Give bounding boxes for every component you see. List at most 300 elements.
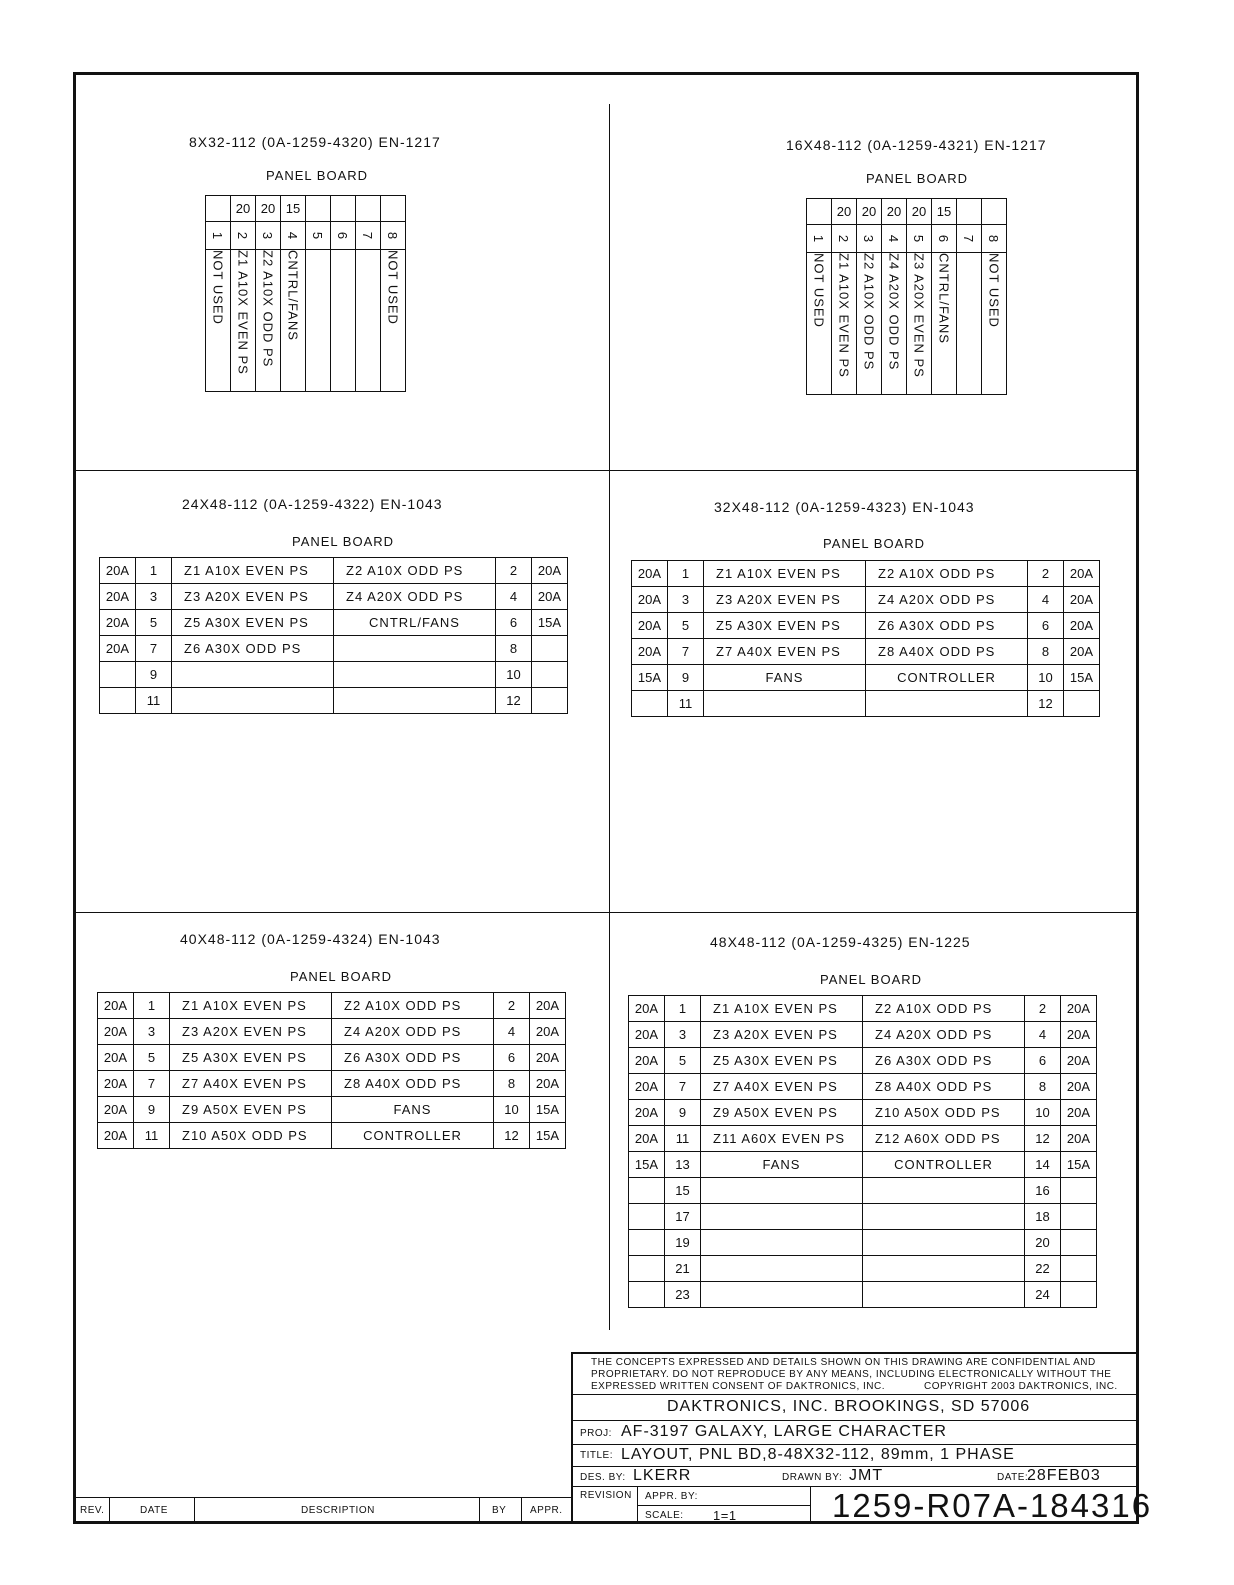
circuit-number-cell bbox=[807, 225, 832, 253]
left-load: Z10 A50X ODD PS bbox=[170, 1123, 332, 1149]
circuit-label: Z1 A10X EVEN PS bbox=[235, 250, 251, 375]
right-amp bbox=[1061, 1204, 1097, 1230]
circuit-label-cell bbox=[957, 253, 982, 395]
panel-6-board bbox=[628, 995, 1097, 1308]
right-load: CNTRL/FANS bbox=[334, 610, 496, 636]
right-load: Z8 A40X ODD PS bbox=[332, 1071, 494, 1097]
circuit-number: 5 bbox=[310, 231, 326, 240]
circuit-label-cell bbox=[381, 250, 406, 392]
panel-4-subtitle: PANEL BOARD bbox=[823, 536, 926, 551]
left-amp: 20A bbox=[629, 996, 665, 1022]
circuit-row bbox=[98, 993, 566, 1019]
left-circuit: 1 bbox=[665, 996, 701, 1022]
left-load bbox=[701, 1282, 863, 1308]
right-load: Z10 A50X ODD PS bbox=[863, 1100, 1025, 1126]
rev-header: REV. bbox=[80, 1505, 105, 1516]
circuit-number-cell bbox=[932, 225, 957, 253]
circuit-row bbox=[629, 1282, 1097, 1308]
left-load: Z6 A30X ODD PS bbox=[172, 636, 334, 662]
rev-vline-4 bbox=[521, 1497, 522, 1524]
right-amp bbox=[532, 688, 568, 714]
circuit-label-cell bbox=[807, 253, 832, 395]
left-load: Z5 A30X EVEN PS bbox=[172, 610, 334, 636]
right-load: CONTROLLER bbox=[863, 1152, 1025, 1178]
circuit-label-cell bbox=[331, 250, 356, 392]
right-amp: 15A bbox=[1061, 1152, 1097, 1178]
circuit-row bbox=[632, 587, 1100, 613]
panel-5-title: 40X48-112 (0A-1259-4324) EN-1043 bbox=[180, 931, 441, 947]
right-amp bbox=[1061, 1178, 1097, 1204]
left-amp: 20A bbox=[98, 1071, 134, 1097]
right-amp: 20A bbox=[532, 584, 568, 610]
right-circuit: 6 bbox=[1028, 613, 1064, 639]
circuit-label-cell bbox=[982, 253, 1007, 395]
right-load bbox=[863, 1178, 1025, 1204]
left-load: Z3 A20X EVEN PS bbox=[172, 584, 334, 610]
left-amp: 20A bbox=[98, 1123, 134, 1149]
right-amp: 20A bbox=[1064, 561, 1100, 587]
left-circuit: 3 bbox=[134, 1019, 170, 1045]
right-circuit: 8 bbox=[1025, 1074, 1061, 1100]
right-load: Z2 A10X ODD PS bbox=[334, 558, 496, 584]
right-amp bbox=[532, 636, 568, 662]
panel-3-subtitle: PANEL BOARD bbox=[292, 534, 395, 549]
left-circuit: 9 bbox=[136, 662, 172, 688]
proj-value: AF-3197 GALAXY, LARGE CHARACTER bbox=[621, 1423, 947, 1440]
panel-5-board bbox=[97, 992, 566, 1149]
circuit-number-cell bbox=[857, 225, 882, 253]
left-load: Z7 A40X EVEN PS bbox=[704, 639, 866, 665]
left-load: Z9 A50X EVEN PS bbox=[701, 1100, 863, 1126]
left-circuit: 3 bbox=[665, 1022, 701, 1048]
right-amp: 20A bbox=[1061, 1126, 1097, 1152]
left-amp: 20A bbox=[98, 993, 134, 1019]
panel-2-title: 16X48-112 (0A-1259-4321) EN-1217 bbox=[786, 137, 1047, 153]
right-circuit: 8 bbox=[1028, 639, 1064, 665]
right-circuit: 14 bbox=[1025, 1152, 1061, 1178]
left-amp: 20A bbox=[629, 1022, 665, 1048]
left-load: Z7 A40X EVEN PS bbox=[701, 1074, 863, 1100]
circuit-row bbox=[632, 561, 1100, 587]
circuit-label-cell bbox=[256, 250, 281, 392]
right-amp: 20A bbox=[1064, 587, 1100, 613]
circuit-number: 1 bbox=[811, 234, 827, 243]
breaker-rating: 20 bbox=[256, 196, 281, 222]
circuit-label: NOT USED bbox=[986, 253, 1002, 328]
circuit-row bbox=[98, 1097, 566, 1123]
left-circuit: 5 bbox=[668, 613, 704, 639]
appr-label: APPR. BY: bbox=[645, 1491, 698, 1502]
circuit-number: 4 bbox=[886, 234, 902, 243]
circuit-row bbox=[100, 558, 568, 584]
right-circuit: 6 bbox=[1025, 1048, 1061, 1074]
breaker-rating: 15 bbox=[281, 196, 306, 222]
left-amp bbox=[629, 1178, 665, 1204]
circuit-row bbox=[629, 1178, 1097, 1204]
left-amp bbox=[629, 1282, 665, 1308]
right-circuit: 12 bbox=[1028, 691, 1064, 717]
right-circuit: 10 bbox=[1028, 665, 1064, 691]
right-circuit: 10 bbox=[1025, 1100, 1061, 1126]
right-amp bbox=[1061, 1230, 1097, 1256]
right-amp bbox=[1064, 691, 1100, 717]
left-circuit: 7 bbox=[136, 636, 172, 662]
circuit-row bbox=[629, 1100, 1097, 1126]
left-load bbox=[172, 688, 334, 714]
circuit-row bbox=[100, 636, 568, 662]
circuit-row bbox=[98, 1071, 566, 1097]
left-amp: 20A bbox=[100, 584, 136, 610]
notice-line-3: EXPRESSED WRITTEN CONSENT OF DAKTRONICS, INC. bbox=[591, 1381, 886, 1392]
circuit-number-cell bbox=[356, 222, 381, 250]
right-load bbox=[334, 662, 496, 688]
circuit-number-cell bbox=[306, 222, 331, 250]
left-circuit: 1 bbox=[668, 561, 704, 587]
appr-header: APPR. bbox=[530, 1505, 563, 1516]
circuit-number-cell bbox=[381, 222, 406, 250]
right-amp: 20A bbox=[1061, 996, 1097, 1022]
left-load: Z3 A20X EVEN PS bbox=[170, 1019, 332, 1045]
right-circuit: 4 bbox=[496, 584, 532, 610]
right-amp bbox=[1061, 1282, 1097, 1308]
circuit-number-cell bbox=[907, 225, 932, 253]
circuit-label-cell bbox=[356, 250, 381, 392]
circuit-number-cell bbox=[206, 222, 231, 250]
circuit-number-cell bbox=[882, 225, 907, 253]
left-circuit: 1 bbox=[134, 993, 170, 1019]
left-circuit: 9 bbox=[668, 665, 704, 691]
des-value: LKERR bbox=[633, 1467, 692, 1484]
circuit-label-cell bbox=[231, 250, 256, 392]
breaker-rating: 20 bbox=[907, 199, 932, 225]
left-amp: 20A bbox=[100, 636, 136, 662]
circuit-row bbox=[629, 1126, 1097, 1152]
right-circuit: 12 bbox=[1025, 1126, 1061, 1152]
circuit-number: 8 bbox=[986, 234, 1002, 243]
left-load bbox=[704, 691, 866, 717]
circuit-row bbox=[100, 662, 568, 688]
rev-line bbox=[73, 1497, 571, 1498]
circuit-number-cell bbox=[331, 222, 356, 250]
drawing-number: 1259-R07A-184316 bbox=[832, 1487, 1153, 1524]
left-circuit: 5 bbox=[136, 610, 172, 636]
left-load bbox=[701, 1230, 863, 1256]
circuit-row bbox=[629, 996, 1097, 1022]
left-amp bbox=[100, 688, 136, 714]
circuit-number: 3 bbox=[861, 234, 877, 243]
revision-label: REVISION bbox=[580, 1490, 632, 1501]
right-amp: 20A bbox=[532, 558, 568, 584]
right-amp: 20A bbox=[1064, 639, 1100, 665]
circuit-number: 6 bbox=[936, 234, 952, 243]
circuit-label: NOT USED bbox=[385, 250, 401, 325]
right-load bbox=[863, 1204, 1025, 1230]
des-label: DES. BY: bbox=[580, 1472, 626, 1483]
right-circuit: 6 bbox=[494, 1045, 530, 1071]
panel-1-board bbox=[205, 195, 406, 392]
right-circuit: 12 bbox=[494, 1123, 530, 1149]
circuit-row bbox=[629, 1074, 1097, 1100]
right-amp: 20A bbox=[530, 1019, 566, 1045]
left-amp: 20A bbox=[100, 610, 136, 636]
rev-vline-5 bbox=[571, 1497, 572, 1524]
breaker-rating: 15 bbox=[932, 199, 957, 225]
right-load: Z8 A40X ODD PS bbox=[863, 1074, 1025, 1100]
panel-6-title: 48X48-112 (0A-1259-4325) EN-1225 bbox=[710, 934, 971, 950]
left-circuit: 13 bbox=[665, 1152, 701, 1178]
circuit-label-cell bbox=[907, 253, 932, 395]
proj-label: PROJ: bbox=[580, 1428, 612, 1439]
left-circuit: 5 bbox=[134, 1045, 170, 1071]
panel-4-board bbox=[631, 560, 1100, 717]
notice-line-1: THE CONCEPTS EXPRESSED AND DETAILS SHOWN ON THIS DRAWING ARE CONFIDENTIAL AND bbox=[591, 1357, 1096, 1368]
circuit-number-cell bbox=[281, 222, 306, 250]
circuit-row bbox=[98, 1045, 566, 1071]
left-amp: 15A bbox=[632, 665, 668, 691]
right-circuit: 8 bbox=[496, 636, 532, 662]
left-load bbox=[701, 1204, 863, 1230]
left-circuit: 15 bbox=[665, 1178, 701, 1204]
right-load: Z6 A30X ODD PS bbox=[332, 1045, 494, 1071]
breaker-rating bbox=[331, 196, 356, 222]
left-load: Z1 A10X EVEN PS bbox=[701, 996, 863, 1022]
circuit-row bbox=[100, 688, 568, 714]
left-load: Z7 A40X EVEN PS bbox=[170, 1071, 332, 1097]
right-load: CONTROLLER bbox=[866, 665, 1028, 691]
left-load: Z3 A20X EVEN PS bbox=[701, 1022, 863, 1048]
circuit-number: 6 bbox=[335, 231, 351, 240]
right-circuit: 10 bbox=[496, 662, 532, 688]
panel-3-board bbox=[99, 557, 568, 714]
circuit-number: 5 bbox=[911, 234, 927, 243]
right-load: Z4 A20X ODD PS bbox=[866, 587, 1028, 613]
left-load: Z3 A20X EVEN PS bbox=[704, 587, 866, 613]
center-divider bbox=[609, 104, 610, 1330]
panel-6-subtitle: PANEL BOARD bbox=[820, 972, 923, 987]
circuit-row bbox=[629, 1256, 1097, 1282]
breaker-rating bbox=[957, 199, 982, 225]
breaker-rating bbox=[982, 199, 1007, 225]
right-amp: 15A bbox=[532, 610, 568, 636]
left-load: Z1 A10X EVEN PS bbox=[172, 558, 334, 584]
panel-4-title: 32X48-112 (0A-1259-4323) EN-1043 bbox=[714, 499, 975, 515]
right-amp: 20A bbox=[530, 1071, 566, 1097]
circuit-label-cell bbox=[306, 250, 331, 392]
right-circuit: 2 bbox=[496, 558, 532, 584]
left-amp bbox=[629, 1204, 665, 1230]
left-circuit: 19 bbox=[665, 1230, 701, 1256]
left-load bbox=[701, 1178, 863, 1204]
left-circuit: 21 bbox=[665, 1256, 701, 1282]
circuit-label: Z3 A20X EVEN PS bbox=[911, 253, 927, 378]
right-amp: 20A bbox=[530, 1045, 566, 1071]
breaker-rating bbox=[356, 196, 381, 222]
rev-vline-2 bbox=[194, 1497, 195, 1524]
circuit-number: 7 bbox=[961, 234, 977, 243]
drawn-value: JMT bbox=[849, 1467, 884, 1484]
left-load: FANS bbox=[701, 1152, 863, 1178]
right-amp bbox=[1061, 1256, 1097, 1282]
company-name: DAKTRONICS, INC. BROOKINGS, SD 57006 bbox=[667, 1398, 1031, 1415]
left-amp: 20A bbox=[98, 1045, 134, 1071]
breaker-rating: 20 bbox=[882, 199, 907, 225]
circuit-label: CNTRL/FANS bbox=[936, 253, 952, 344]
tb-line-2 bbox=[571, 1420, 1138, 1421]
right-load: Z2 A10X ODD PS bbox=[863, 996, 1025, 1022]
right-load: Z8 A40X ODD PS bbox=[866, 639, 1028, 665]
right-circuit: 2 bbox=[1025, 996, 1061, 1022]
panel-1-subtitle: PANEL BOARD bbox=[266, 168, 369, 183]
left-circuit: 7 bbox=[668, 639, 704, 665]
left-circuit: 5 bbox=[665, 1048, 701, 1074]
circuit-row bbox=[629, 1152, 1097, 1178]
copyright: COPYRIGHT 2003 DAKTRONICS, INC. bbox=[924, 1381, 1118, 1392]
right-amp: 20A bbox=[530, 993, 566, 1019]
circuit-label: CNTRL/FANS bbox=[285, 250, 301, 341]
circuit-row bbox=[632, 639, 1100, 665]
circuit-row bbox=[100, 610, 568, 636]
tb-vline-2 bbox=[810, 1486, 811, 1524]
left-amp: 20A bbox=[629, 1048, 665, 1074]
circuit-number-cell bbox=[231, 222, 256, 250]
circuit-number: 4 bbox=[285, 231, 301, 240]
left-circuit: 1 bbox=[136, 558, 172, 584]
rev-vline-3 bbox=[479, 1497, 480, 1524]
right-circuit: 20 bbox=[1025, 1230, 1061, 1256]
circuit-label: NOT USED bbox=[210, 250, 226, 325]
left-circuit: 9 bbox=[134, 1097, 170, 1123]
circuit-label-cell bbox=[882, 253, 907, 395]
date-value: 28FEB03 bbox=[1027, 1467, 1101, 1484]
circuit-number: 2 bbox=[836, 234, 852, 243]
by-header: BY bbox=[492, 1505, 507, 1516]
right-circuit: 12 bbox=[496, 688, 532, 714]
description-header: DESCRIPTION bbox=[301, 1505, 375, 1516]
right-amp: 20A bbox=[1061, 1048, 1097, 1074]
left-circuit: 11 bbox=[665, 1126, 701, 1152]
rev-vline-1 bbox=[109, 1497, 110, 1524]
left-circuit: 11 bbox=[136, 688, 172, 714]
right-amp: 20A bbox=[1064, 613, 1100, 639]
right-load: Z4 A20X ODD PS bbox=[863, 1022, 1025, 1048]
right-amp: 15A bbox=[1064, 665, 1100, 691]
right-circuit: 22 bbox=[1025, 1256, 1061, 1282]
left-amp: 20A bbox=[629, 1100, 665, 1126]
left-circuit: 11 bbox=[134, 1123, 170, 1149]
left-circuit: 3 bbox=[668, 587, 704, 613]
right-load: Z6 A30X ODD PS bbox=[863, 1048, 1025, 1074]
right-circuit: 18 bbox=[1025, 1204, 1061, 1230]
panel-5-subtitle: PANEL BOARD bbox=[290, 969, 393, 984]
left-circuit: 7 bbox=[665, 1074, 701, 1100]
tb-line-3 bbox=[571, 1444, 1138, 1445]
right-circuit: 24 bbox=[1025, 1282, 1061, 1308]
breaker-rating: 20 bbox=[857, 199, 882, 225]
circuit-number-cell bbox=[832, 225, 857, 253]
right-amp: 15A bbox=[530, 1097, 566, 1123]
circuit-label: Z2 A10X ODD PS bbox=[861, 253, 877, 371]
right-circuit: 4 bbox=[494, 1019, 530, 1045]
right-load: Z2 A10X ODD PS bbox=[332, 993, 494, 1019]
circuit-label-cell bbox=[281, 250, 306, 392]
left-amp: 20A bbox=[98, 1097, 134, 1123]
circuit-label-cell bbox=[857, 253, 882, 395]
right-circuit: 4 bbox=[1025, 1022, 1061, 1048]
left-circuit: 9 bbox=[665, 1100, 701, 1126]
panel-3-title: 24X48-112 (0A-1259-4322) EN-1043 bbox=[182, 496, 443, 512]
right-circuit: 8 bbox=[494, 1071, 530, 1097]
left-load bbox=[172, 662, 334, 688]
circuit-row bbox=[632, 613, 1100, 639]
breaker-rating: 20 bbox=[832, 199, 857, 225]
circuit-row bbox=[632, 665, 1100, 691]
circuit-label: Z2 A10X ODD PS bbox=[260, 250, 276, 368]
right-load: Z4 A20X ODD PS bbox=[332, 1019, 494, 1045]
circuit-number-cell bbox=[982, 225, 1007, 253]
circuit-row bbox=[100, 584, 568, 610]
circuit-row bbox=[629, 1048, 1097, 1074]
right-amp: 15A bbox=[530, 1123, 566, 1149]
circuit-number: 3 bbox=[260, 231, 276, 240]
left-amp: 20A bbox=[629, 1126, 665, 1152]
left-amp: 20A bbox=[98, 1019, 134, 1045]
left-circuit: 17 bbox=[665, 1204, 701, 1230]
left-amp: 15A bbox=[629, 1152, 665, 1178]
circuit-number: 8 bbox=[385, 231, 401, 240]
circuit-number: 1 bbox=[210, 231, 226, 240]
circuit-row bbox=[98, 1019, 566, 1045]
panel-2-board bbox=[806, 198, 1007, 395]
drawn-label: DRAWN BY: bbox=[782, 1472, 843, 1483]
left-circuit: 3 bbox=[136, 584, 172, 610]
right-circuit: 6 bbox=[496, 610, 532, 636]
panel-2-subtitle: PANEL BOARD bbox=[866, 171, 969, 186]
circuit-number-cell bbox=[256, 222, 281, 250]
right-load: Z2 A10X ODD PS bbox=[866, 561, 1028, 587]
circuit-row bbox=[629, 1230, 1097, 1256]
left-amp: 20A bbox=[100, 558, 136, 584]
date-label: DATE: bbox=[997, 1472, 1029, 1483]
left-amp bbox=[629, 1230, 665, 1256]
circuit-row bbox=[629, 1022, 1097, 1048]
right-amp: 20A bbox=[1061, 1074, 1097, 1100]
circuit-label-cell bbox=[932, 253, 957, 395]
breaker-rating bbox=[306, 196, 331, 222]
breaker-rating: 20 bbox=[231, 196, 256, 222]
breaker-rating bbox=[807, 199, 832, 225]
breaker-rating bbox=[381, 196, 406, 222]
left-load bbox=[701, 1256, 863, 1282]
title-label: TITLE: bbox=[580, 1450, 614, 1461]
left-load: FANS bbox=[704, 665, 866, 691]
right-amp bbox=[532, 662, 568, 688]
right-load bbox=[334, 636, 496, 662]
right-load bbox=[863, 1230, 1025, 1256]
circuit-label-cell bbox=[206, 250, 231, 392]
left-amp: 20A bbox=[632, 561, 668, 587]
circuit-row bbox=[629, 1204, 1097, 1230]
right-circuit: 2 bbox=[1028, 561, 1064, 587]
circuit-label: Z1 A10X EVEN PS bbox=[836, 253, 852, 378]
circuit-row bbox=[98, 1123, 566, 1149]
circuit-row bbox=[632, 691, 1100, 717]
divider-row-2 bbox=[73, 912, 1136, 913]
right-circuit: 4 bbox=[1028, 587, 1064, 613]
scale-value: 1=1 bbox=[713, 1508, 737, 1523]
right-amp: 20A bbox=[1061, 1022, 1097, 1048]
date-header: DATE bbox=[140, 1505, 168, 1516]
circuit-label: Z4 A20X ODD PS bbox=[886, 253, 902, 371]
